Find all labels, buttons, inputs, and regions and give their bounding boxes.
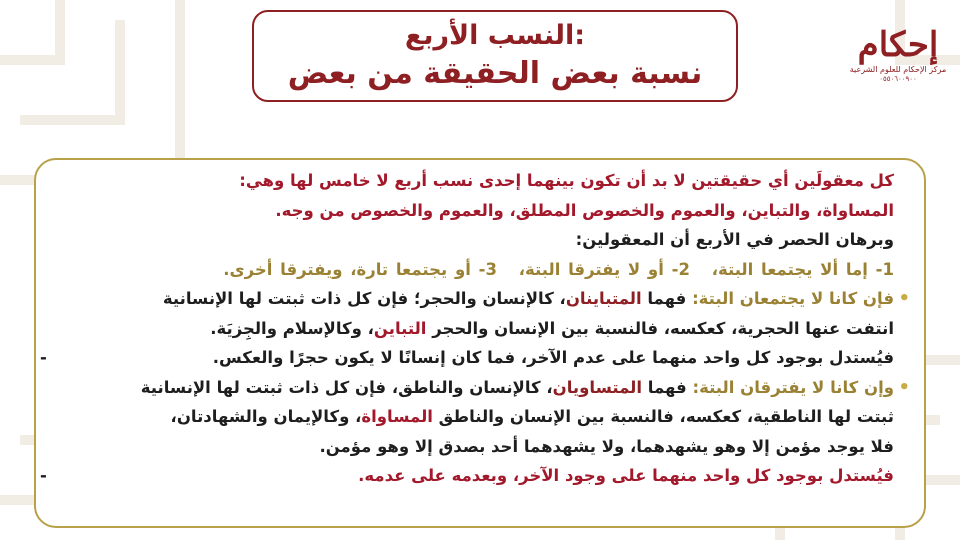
proof-points [54, 255, 894, 285]
case2-line-2 [54, 402, 894, 432]
page-title: النسب الأربع: [404, 20, 586, 51]
content-box [34, 158, 926, 528]
title-box [252, 10, 738, 102]
logo [848, 25, 948, 100]
case2-conclusion: - فيُستدل بوجود كل واحد منهما على وجود الآخر، وبعدمه على عدمه. [54, 461, 894, 491]
case1-line-1 [54, 284, 894, 314]
logo-wordmark: إحكام [857, 25, 939, 65]
case1-term: المتباينان [565, 289, 642, 308]
case1-conclusion: - فيُستدل بوجود كل واحد منهما على عدم الآخر، فما كان إنسانًا لا يكون حجرًا والعكس. [54, 343, 894, 373]
case1-line-2 [54, 314, 894, 344]
page-subtitle: نسبة بعض الحقيقة من بعض [287, 56, 703, 91]
point-1: 1- إما ألا يجتمعا البتة، [711, 259, 894, 279]
logo-number: ٠٥٥٠٦٠٠٩٠٠ [879, 75, 917, 83]
case1-text-2: ، كالإنسان والحجر؛ فإن كل ذات ثبتت لها الإنسانية [162, 289, 566, 308]
case2-text-1: فهما [642, 377, 693, 397]
case1-l2b: ، وكالإسلام والجِزيَة. [210, 318, 374, 338]
case2-l2: ثبتت لها الناطقية، كعكسه، فالنسبة بين الإنسان والناطق [432, 407, 894, 426]
case1-lead: فإن كانا لا يجتمعان البتة: [692, 289, 894, 308]
proof-heading: وبرهان الحصر في الأربع أن المعقولين: [575, 230, 894, 249]
case2-l2-term: المساواة [361, 407, 433, 426]
point-2: 2- أو لا يفترقا البتة، [518, 259, 690, 279]
case2-lead: وإن كانا لا يفترقان البتة: [692, 377, 894, 397]
point-3: 3- أو يجتمعا تارة، ويفترقا أخرى. [223, 259, 497, 279]
case1-l2a: انتفت عنها الحجرية، كعكسه، فالنسبة بين الإنسان والحجر [426, 318, 894, 338]
case2-text-2: ، كالإنسان والناطق، فإن كل ذات ثبتت لها الإنسانية [140, 377, 553, 397]
case2-line-1 [54, 373, 894, 403]
intro-line-1: كل معقولَين أي حقيقتين لا بد أن تكون بينهما إحدى نسب أربع لا خامس لها وهي: [239, 171, 894, 190]
case2-l2b: ، وكالإيمان والشهادتان، [170, 407, 362, 426]
intro-line-2: المساواة، والتباين، والعموم والخصوص المطلق، والعموم والخصوص من وجه. [275, 200, 894, 220]
case2-term: المتساويان [552, 377, 643, 397]
case1-l2-term: التباين [373, 318, 427, 338]
case1-text-1: فهما [641, 289, 693, 308]
case2-line-3: فلا يوجد مؤمن إلا وهو يشهدهما، ولا يشهدهما أحد بصدق إلا وهو مؤمن. [319, 436, 894, 456]
logo-subtitle: مركز الإحكام للعلوم الشرعية [849, 65, 947, 74]
